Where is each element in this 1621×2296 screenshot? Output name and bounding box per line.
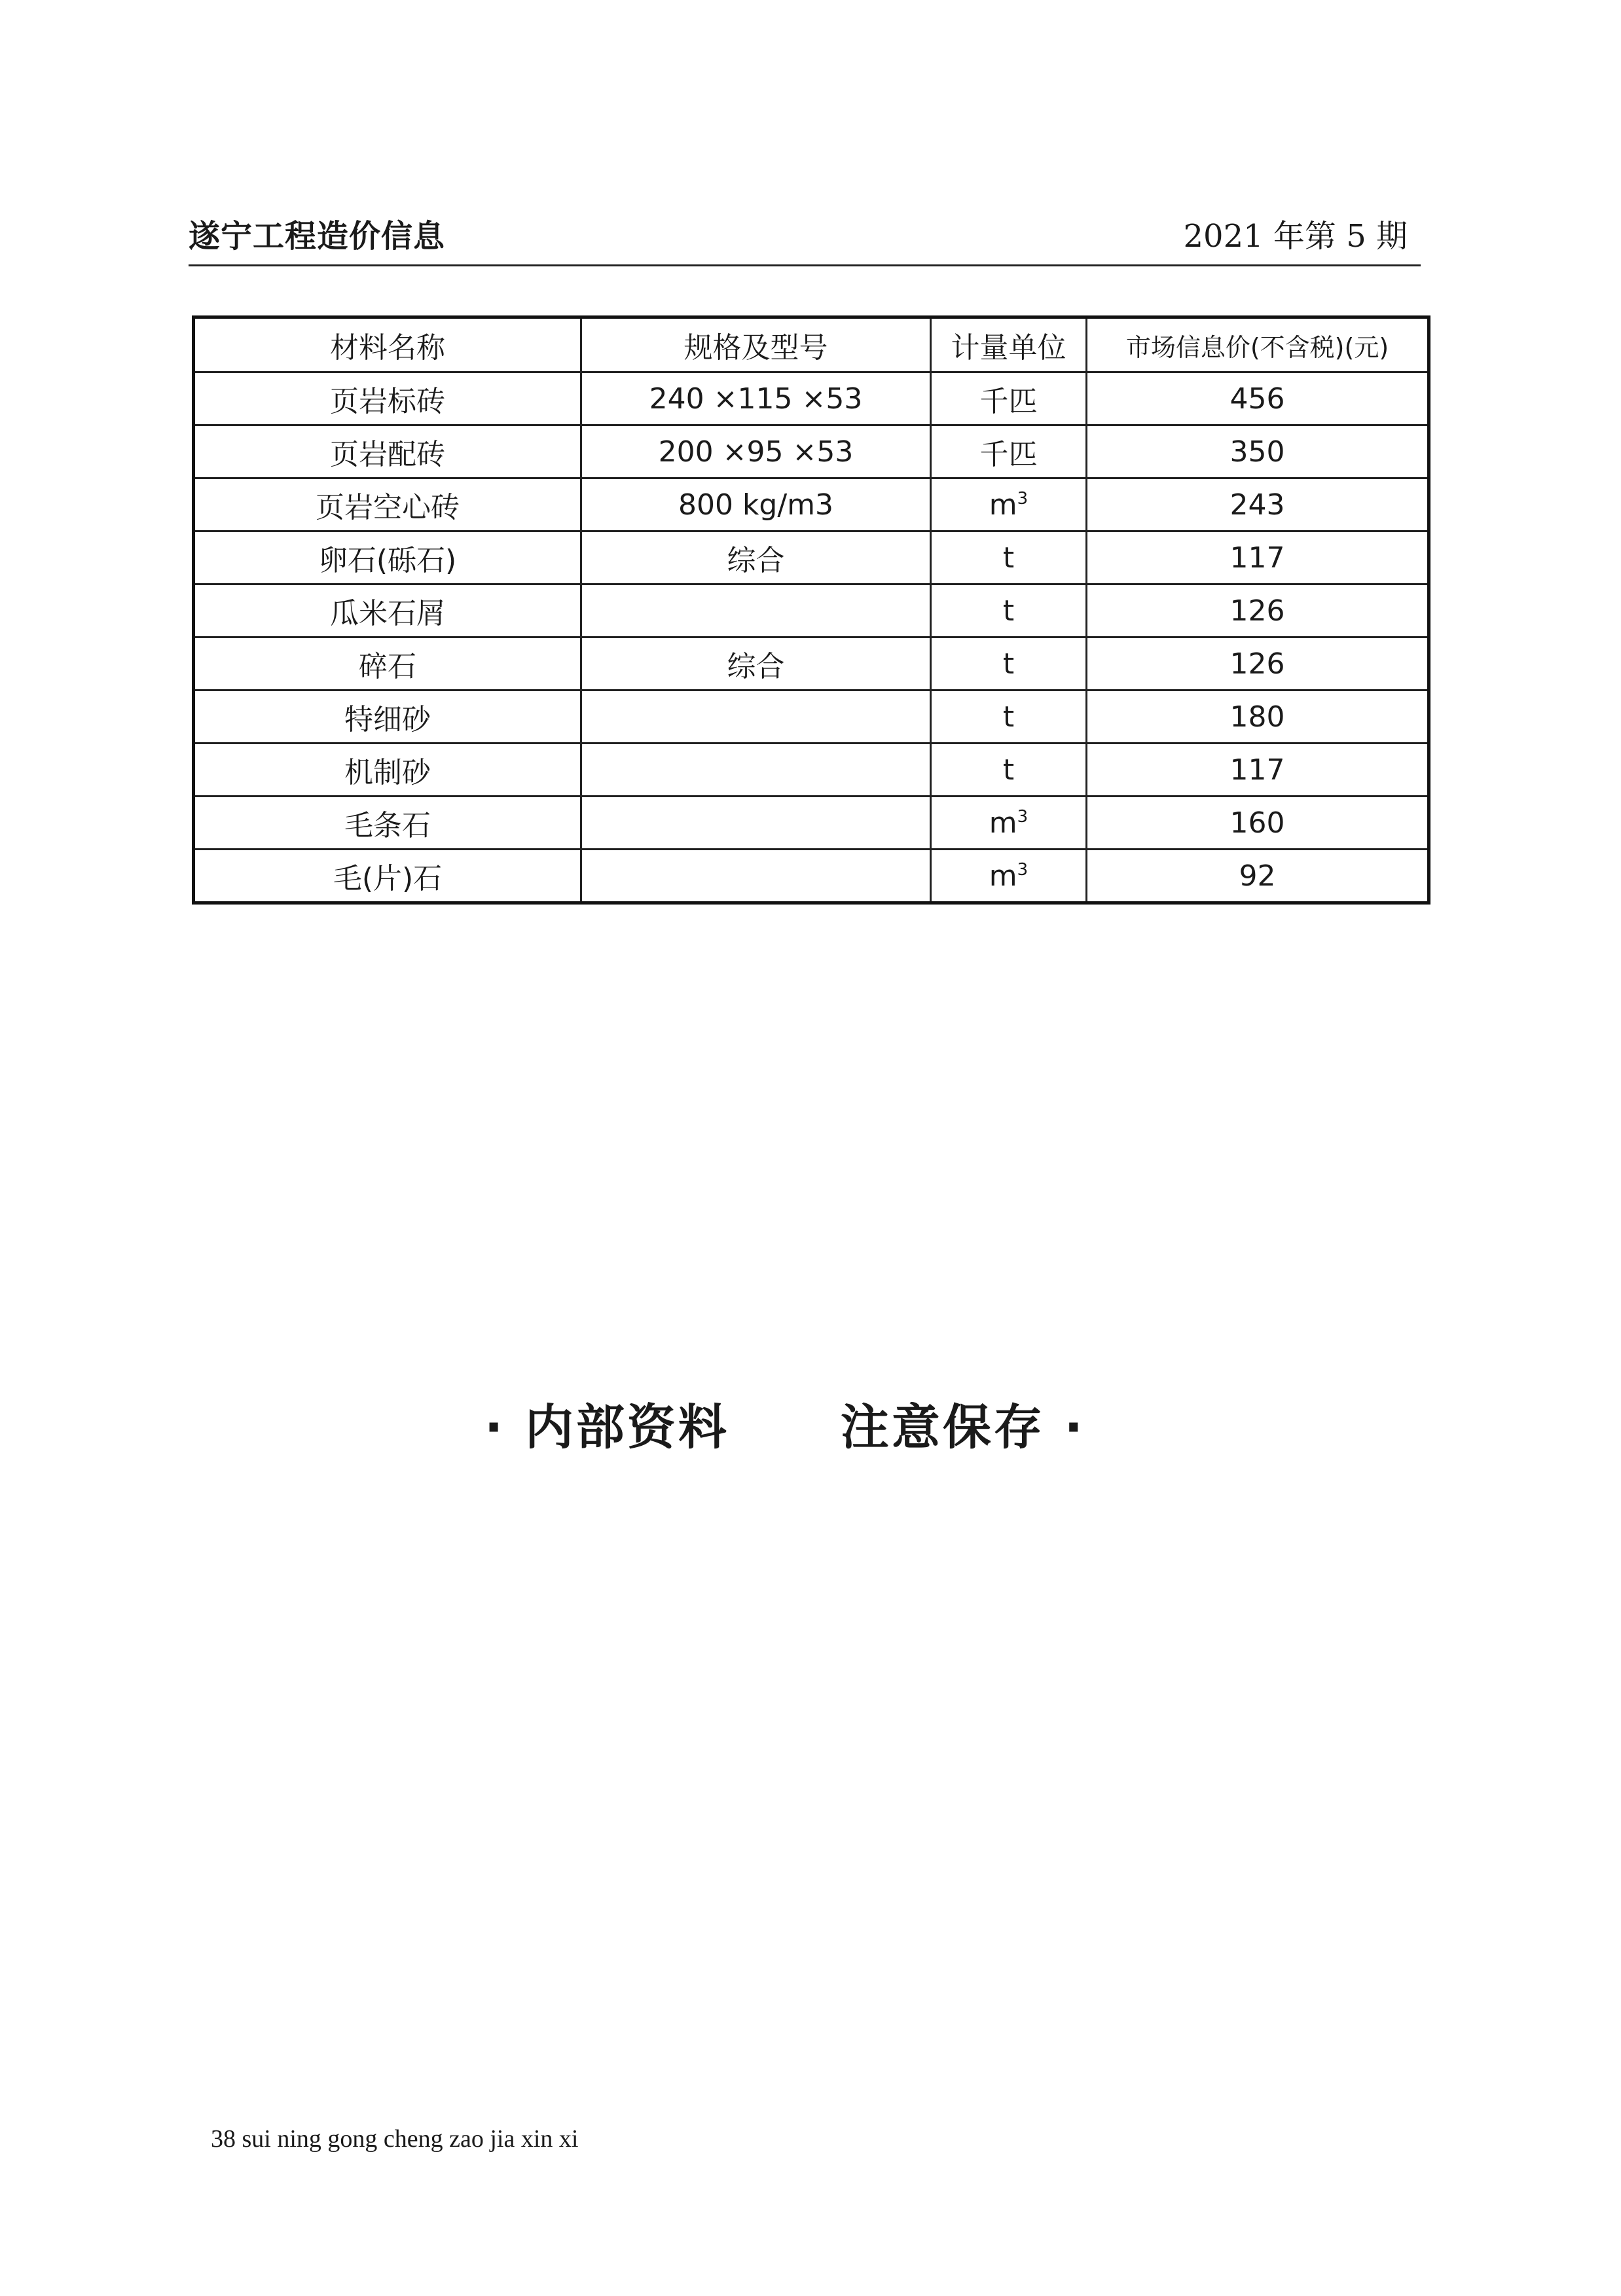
material-name-cell: 毛条石 <box>194 797 581 850</box>
unit-text: m <box>989 488 1017 522</box>
material-name-cell: 瓜米石屑 <box>194 584 581 637</box>
spec-cell: 200 ×95 ×53 <box>581 425 931 478</box>
unit-text: m <box>989 859 1017 893</box>
unit-superscript: 3 <box>1017 806 1029 827</box>
material-name-cell: 卵石(砾石) <box>194 531 581 584</box>
spec-cell <box>581 797 931 850</box>
table-row <box>194 478 1429 531</box>
unit-cell <box>931 425 1087 478</box>
spec-cell: 综合 <box>581 531 931 584</box>
unit-superscript: 3 <box>1017 488 1029 509</box>
unit-cell <box>931 372 1087 425</box>
table-row <box>194 744 1429 797</box>
spec-cell <box>581 744 931 797</box>
table-row <box>194 637 1429 691</box>
unit-cell <box>931 584 1087 637</box>
price-cell: 92 <box>1087 850 1429 903</box>
material-name-cell: 页岩空心砖 <box>194 478 581 531</box>
unit-text: m <box>989 806 1017 840</box>
spec-cell <box>581 850 931 903</box>
material-name-cell: 页岩标砖 <box>194 372 581 425</box>
price-cell: 243 <box>1087 478 1429 531</box>
column-header-spec: 规格及型号 <box>581 317 931 372</box>
unit-superscript: 3 <box>1017 859 1029 880</box>
price-cell: 126 <box>1087 637 1429 691</box>
notice-internal-material: · 内部资料 <box>484 1399 729 1456</box>
table-row <box>194 531 1429 584</box>
material-price-table <box>192 315 1430 905</box>
price-cell: 117 <box>1087 744 1429 797</box>
spec-cell: 综合 <box>581 637 931 691</box>
material-name-cell: 毛(片)石 <box>194 850 581 903</box>
table-row <box>194 797 1429 850</box>
price-cell: 180 <box>1087 691 1429 744</box>
material-name-cell: 特细砂 <box>194 691 581 744</box>
table-header-row <box>194 317 1429 372</box>
unit-text: t <box>1002 647 1015 681</box>
unit-cell <box>931 850 1087 903</box>
table-row <box>194 372 1429 425</box>
column-header-price: 市场信息价(不含税)(元) <box>1087 317 1429 372</box>
unit-cell <box>931 478 1087 531</box>
material-name-cell: 机制砂 <box>194 744 581 797</box>
price-cell: 117 <box>1087 531 1429 584</box>
unit-text: 千匹 <box>979 438 1038 471</box>
price-cell: 456 <box>1087 372 1429 425</box>
material-name-cell: 页岩配砖 <box>194 425 581 478</box>
spec-cell: 240 ×115 ×53 <box>581 372 931 425</box>
unit-cell <box>931 637 1087 691</box>
column-header-name: 材料名称 <box>194 317 581 372</box>
unit-text: t <box>1002 594 1015 628</box>
material-name-cell: 碎石 <box>194 637 581 691</box>
column-header-unit: 计量单位 <box>931 317 1087 372</box>
table-row <box>194 425 1429 478</box>
confidential-notice <box>484 1389 1085 1458</box>
unit-text: t <box>1002 753 1015 787</box>
unit-cell <box>931 691 1087 744</box>
unit-text: t <box>1002 541 1015 575</box>
price-cell: 160 <box>1087 797 1429 850</box>
spec-cell: 800 kg/m3 <box>581 478 931 531</box>
issue-number: 2021 年第 5 期 <box>1183 218 1408 255</box>
page-footer: 38 sui ning gong cheng zao jia xin xi <box>211 2125 579 2153</box>
unit-cell <box>931 744 1087 797</box>
price-cell: 126 <box>1087 584 1429 637</box>
notice-keep-safe: 注意保存 · <box>840 1399 1085 1456</box>
table-row <box>194 584 1429 637</box>
table-row <box>194 850 1429 903</box>
unit-cell <box>931 531 1087 584</box>
header-divider <box>189 264 1421 266</box>
unit-text: 千匹 <box>979 385 1038 418</box>
table-row <box>194 691 1429 744</box>
price-cell: 350 <box>1087 425 1429 478</box>
spec-cell <box>581 584 931 637</box>
spec-cell <box>581 691 931 744</box>
unit-text: t <box>1002 700 1015 734</box>
publication-title: 遂宁工程造价信息 <box>189 218 446 255</box>
unit-cell <box>931 797 1087 850</box>
